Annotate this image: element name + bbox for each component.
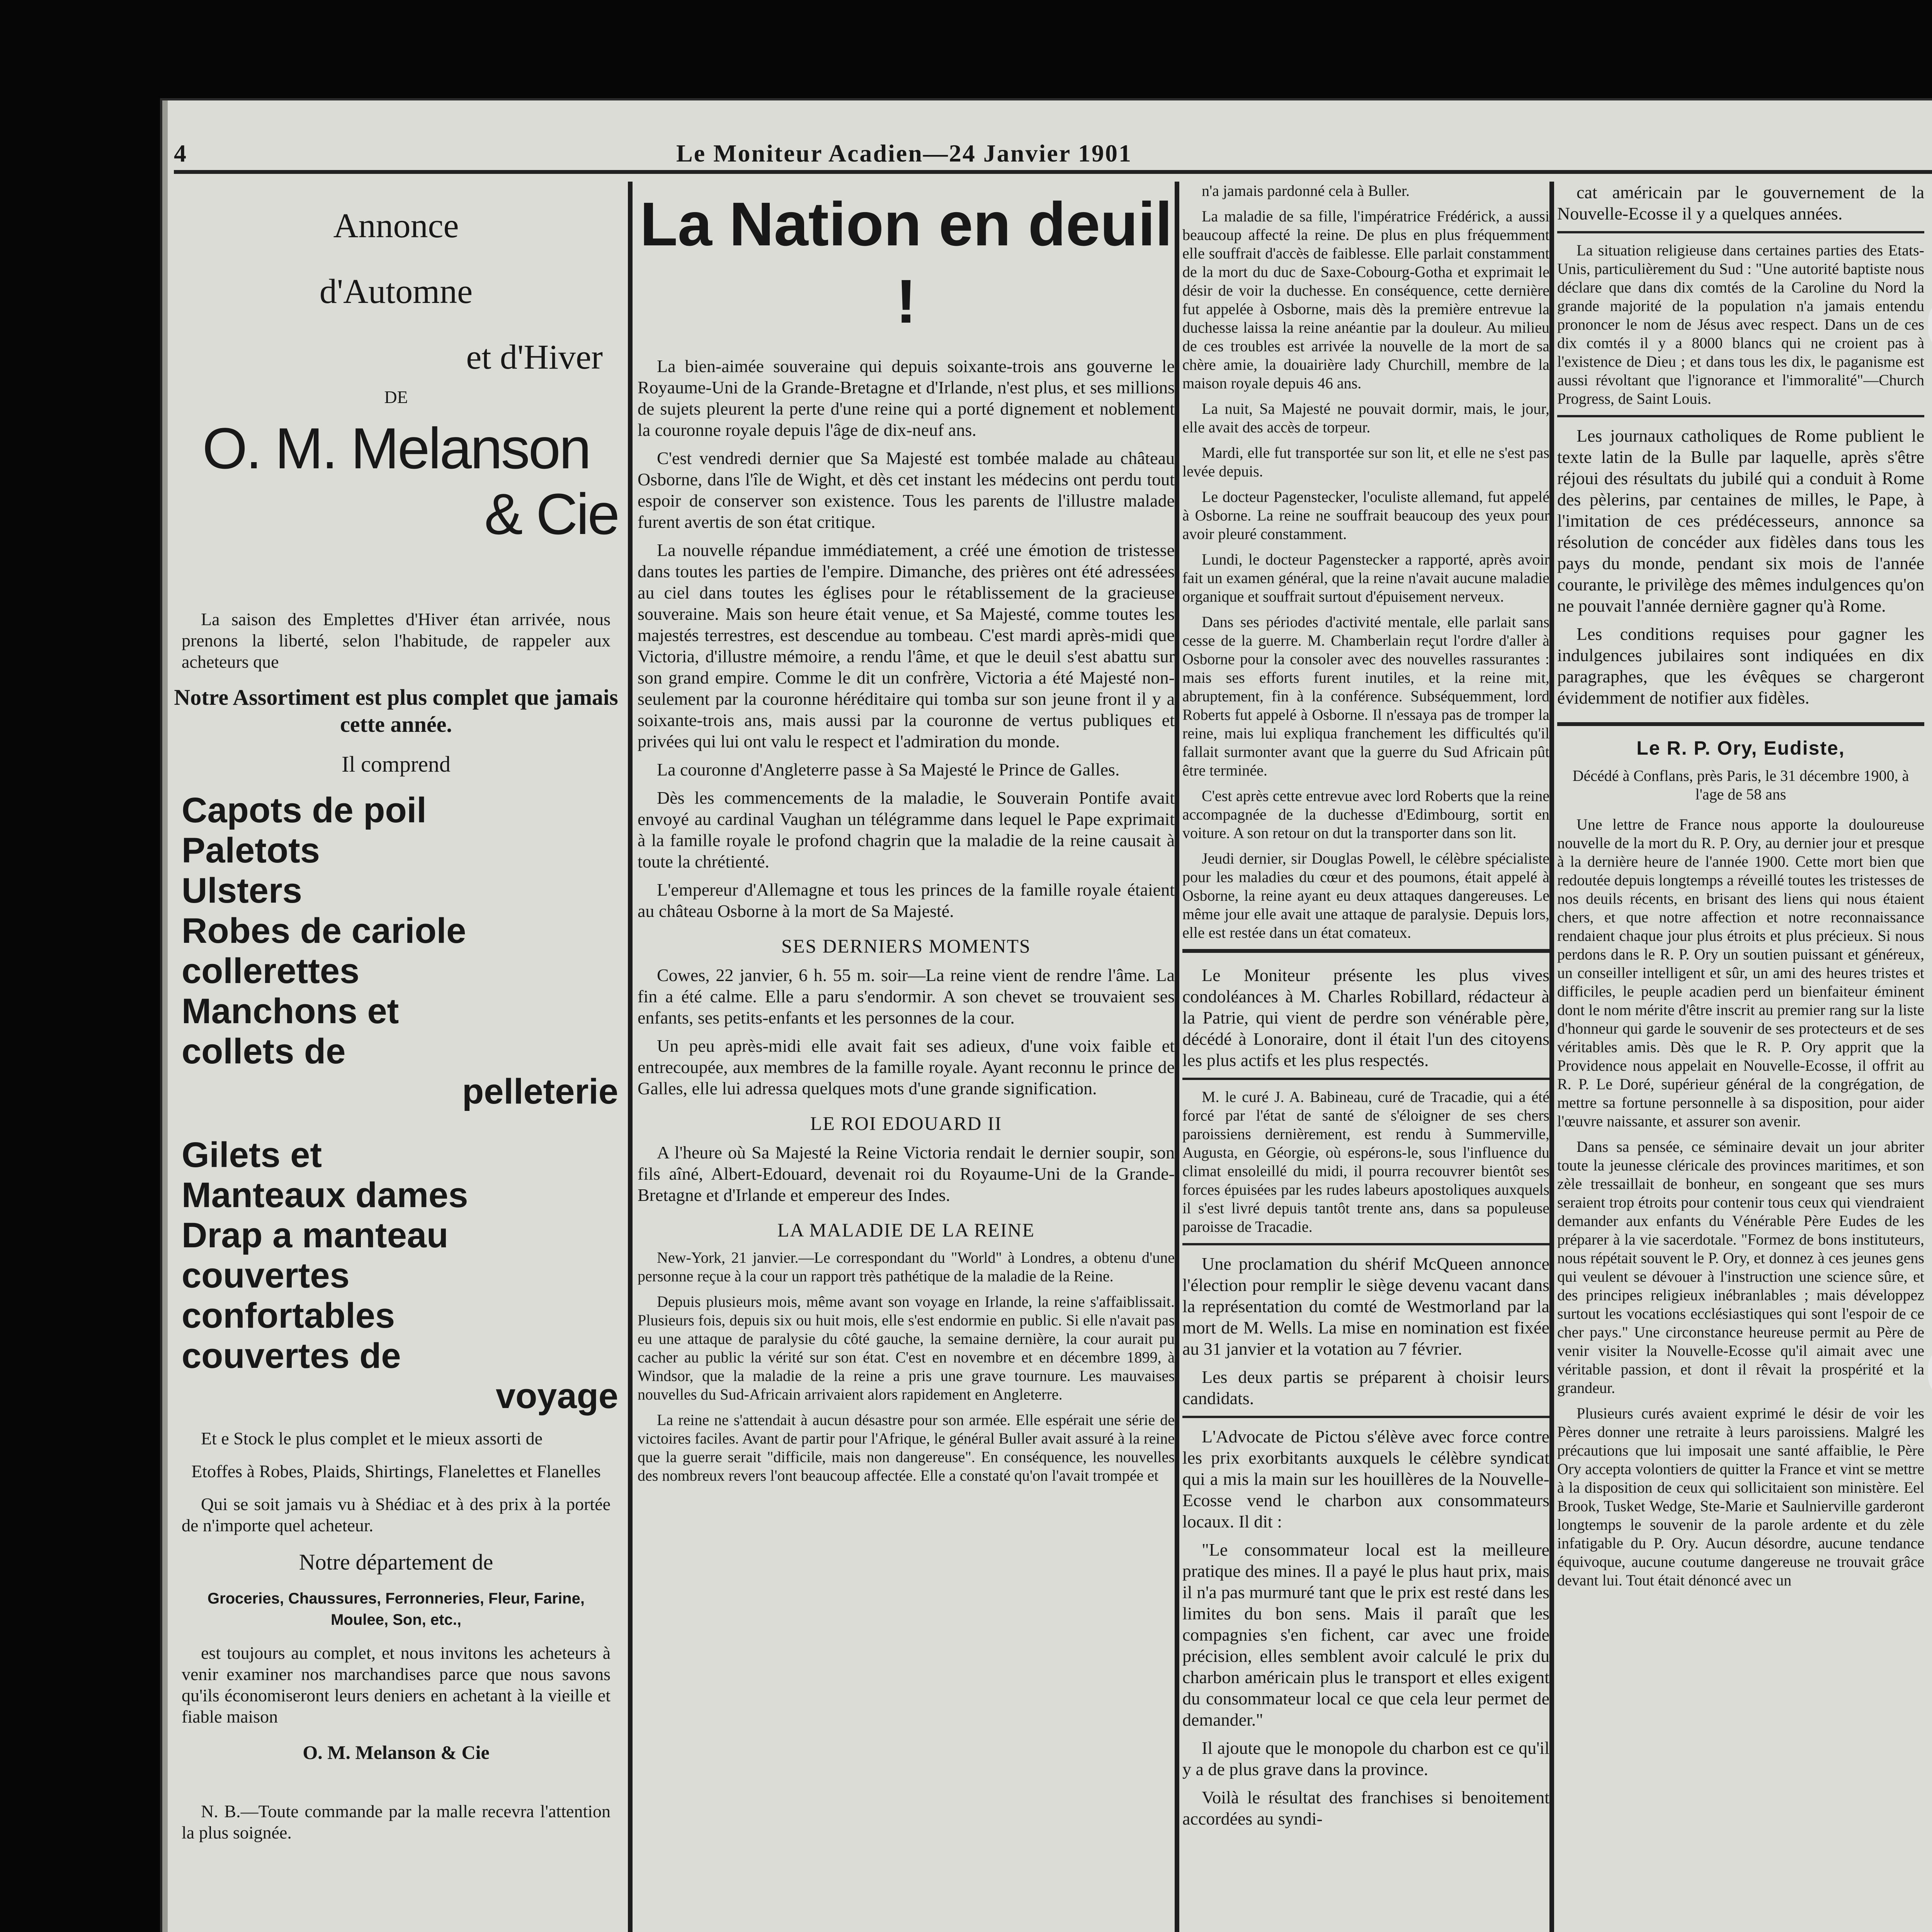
ad-item: couvertes de <box>182 1336 401 1376</box>
col3-p9: Jeudi dernier, sir Douglas Powell, le célèbre spécialiste pour les maladies du cœur et des poumons, était appelé à Osborne, la reine ayant eu deux attaques dangereuses. Le même jour elle avait une attaque de paralysie. Depuis lors, elle est restée dans un état comateux. <box>1182 850 1549 941</box>
ad-comprend: Il comprend <box>342 752 451 777</box>
nation-p3: La nouvelle répandue immédiatement, a créé une émotion de tristesse dans toutes les parties de l'empire. Dimanche, des prières ont été adressées au ciel dans toutes les églises pour le rétablissement de la gracieuse souveraine. Mais son heure était venue, et Sa Majesté, comme toutes les majestés terrestres, est descendue au tombeau. C'est mardi après-midi que Victoria, d'illustre mémoire, a rendu l'âme, et que le deuil s'est abattu sur son grand empire. Comme le dit un confrère, Victoria a été Majesté non-seulement par la couronne héréditaire qui tomba sur son jeune front il y a soixante-trois ans, mais aussi par la couronne de vertus publiques et privées qui lui ont valu le respect et l'admiration du monde. <box>638 540 1175 751</box>
masthead-title: Le Moniteur Acadien—24 Janvier 1901 <box>676 139 1132 167</box>
ad-fabrics: Etoffes à Robes, Plaids, Shirtings, Flanelettes et Flanelles <box>191 1461 601 1481</box>
heading-roi-edouard: LE ROI EDOUARD II <box>810 1112 1002 1134</box>
heading-derniers-moments: SES DERNIERS MOMENTS <box>781 935 1031 957</box>
col3-p6: Lundi, le docteur Pagenstecker a rapporté, après avoir fait un examen général, que la reine n'avait aucune maladie organique et souffrait surtout d'épuisement nerveux. <box>1182 551 1549 605</box>
column-rule-3 <box>1549 182 1554 1932</box>
nation-p6: L'empereur d'Allemagne et tous les princes de la famille royale étaient au château Osborne à la mort de Sa Majesté. <box>638 880 1175 921</box>
ad-heading-3: et d'Hiver <box>466 338 603 376</box>
col4-p1: cat américain par le gouvernement de la Nouvelle-Ecosse il y a quelques années. <box>1557 182 1924 223</box>
nation-p9: A l'heure où Sa Majesté la Reine Victoria rendait le dernier soupir, son fils aîné, Albert-Edouard, devenait roi du Royaume-Uni de la Grande-Bretagne et d'Irlande et empereur des Indes. <box>638 1143 1175 1205</box>
col3-p7: Dans ses périodes d'activité mentale, elle parlait sans cesse de la guerre. M. Chamberlain reçut l'ordre d'aller à Osborne pour la consoler avec des nouvelles rassurantes : mais ses efforts furent inutiles, et la reine mit, abruptement, fin à la conférence. Subséquemment, lord Roberts fut appelé à Osborne. Il n'essaya pas de tromper la reine, mais lui expliqua franchement les difficultés qu'il fallait surmonter avant que la guerre du Sud Africain pût être terminée. <box>1182 613 1549 779</box>
nation-p2: C'est vendredi dernier que Sa Majesté est tombée malade au château Osborne, dans l'île de Wight, et dès cet instant les médecins ont perdu tout espoir de conserver son existence. Tous les parents de l'illustre malade furent avertis de son état critique. <box>638 448 1175 532</box>
col3-p13: Les deux partis se préparent à choisir leurs candidats. <box>1182 1367 1549 1408</box>
nation-p5: Dès les commencements de la maladie, le Souverain Pontife avait envoyé au cardinal Vaughan un télégramme dans lequel le Pape exprimait à la famille royale le profond chagrin que la maladie de la reine causait à toute la chrétienté. <box>638 788 1175 871</box>
ad-invite: est toujours au complet, et nous invitons les acheteurs à venir examiner nos marchandises parce que nous savons qu'ils économiseront leurs deniers en achetant à la vieille et fiable maison <box>182 1643 611 1726</box>
page-number: 4 <box>174 139 186 167</box>
col4-p7: Plusieurs curés avaient exprimé le désir de voir les Pères donner une retraite à leurs paroissiens. Malgré les précautions que lui imposait une santé affaiblie, le Père Ory accepta volontiers de quitter la France et vint se mettre à la disposition de ceux qui sollicitaient son ministère. Eel Brook, Tusket Wedge, Ste-Marie et Saulnierville garderont longtemps le souvenir de la parole ardente et du zèle infatigable du P. Ory. Aucun désordre, aucune tendance équivoque, aucune coutume dangereuse ne trouvait grâce devant lui. Tout était dénoncé avec un <box>1557 1405 1924 1589</box>
ory-subtitle: Décédé à Conflans, près Paris, le 31 décembre 1900, à l'age de 58 ans <box>1572 767 1909 803</box>
ad-item: Robes de cariole <box>182 911 466 951</box>
nation-p1: La bien-aimée souveraine qui depuis soixante-trois ans gouverne le Royaume-Uni de la Grande-Bretagne et d'Irlande, n'est plus, et ses millions de sujets pleurent la perte d'une reine qui a porté dignement et noblement la couronne royale depuis l'âge de dix-neuf ans. <box>638 356 1175 440</box>
ad-item: Manteaux dames <box>182 1175 468 1215</box>
ad-firm-name: O. M. Melanson <box>202 416 590 481</box>
ad-de: DE <box>384 387 408 407</box>
col4-p4: Les conditions requises pour gagner les indulgences jubilaires sont indiquées en dix paragraphes, que les évêques se chargeront évidemment de notifier aux fidèles. <box>1557 624 1924 707</box>
col3-p3: La nuit, Sa Majesté ne pouvait dormir, mais, le jour, elle avait des accès de torpeur. <box>1182 400 1549 436</box>
ad-item: Capots de poil <box>182 791 427 830</box>
headline: La Nation en deuil ! <box>640 189 1172 336</box>
col3-advocate: L'Advocate de Pictou s'élève avec force contre les prix exorbitants auxquels le célèbre syndicat qui a mis la main sur les houillères de la Nouvelle-Ecosse vend le charbon aux consommateurs locaux. Il dit : <box>1182 1416 1549 1532</box>
col3-babineau: M. le curé J. A. Babineau, curé de Tracadie, qui a été forcé par l'état de santé de s'éloigner de ses chers paroissiens dernièrement, est rendu à Summerville, Augusta, en Géorgie, où espérons-le, sous l'influence du climat ensoleillé du midi, il pourra recouvrer bientôt ses forces épuisées par les rudes labeurs apostoliques auxquels il s'est livré depuis tantôt trente ans, dans sa populeuse paroisse de Tracadie. <box>1182 1078 1549 1236</box>
melanson-advertisement <box>174 182 618 1932</box>
ad-dept: Notre département de <box>299 1549 493 1575</box>
col3-p17: Voilà le résultat des franchises si benoitement accordées au syndi- <box>1182 1787 1549 1828</box>
ad-heading-1: Annonce <box>333 207 459 245</box>
heading-maladie-reine: LA MALADIE DE LA REINE <box>777 1219 1035 1241</box>
nation-p8: Un peu après-midi elle avait fait ses adieux, d'une voix faible et entrecoupée, aux membres de la famille royale. Ayant reconnu le prince de Galles, elle lui adressa quelques mots d'une grande signification. <box>638 1036 1175 1098</box>
nation-p4: La couronne d'Angleterre passe à Sa Majesté le Prince de Galles. <box>657 760 1120 779</box>
ad-item: Manchons et <box>182 992 399 1031</box>
col4-p6: Dans sa pensée, ce séminaire devait un jour abriter toute la jeunesse cléricale des provinces maritimes, et son zèle tressaillait de bonheur, en songeant que ses murs seraient trop étroits pour contenir tous ceux qui viendraient demander aux enfants du Vénérable Père Eudes de les préparer à la vie sacerdotale. "Formez de bons instituteurs, nous répétait souvent le P. Ory, et donnez à ces jeunes gens qui veulent se dévouer à l'instruction une science sûre, et des principes religieux inébranlables ; mais développez surtout les vocations ecclésiastiques qui sont l'espoir de ce cher pays." Une circonstance heureuse permit au Père de venir visiter la Nouvelle-Ecosse qu'il aimait avec une véritable passion, et dont il rêvait la prospérité et la grandeur. <box>1557 1138 1924 1396</box>
col3-condoleances: Le Moniteur présente les plus vives condoléances à M. Charles Robillard, rédacteur à la Patrie, qui vient de perdre son vénérable père, décédé à Lonoraire, dont il était l'un des citoyens les plus actifs et les plus respectés. <box>1182 949 1549 1071</box>
ad-item: collets de <box>182 1032 346 1071</box>
ad-item: Drap a manteau <box>182 1216 449 1255</box>
col3-p16: Il ajoute que le monopole du charbon est ce qu'il y a de plus grave dans la province. <box>1182 1738 1549 1779</box>
ad-item-list <box>182 790 618 1416</box>
ad-firm-cie: & Cie <box>484 481 618 546</box>
nation-en-deuil-article <box>638 182 1175 1932</box>
column-rule-1 <box>628 182 633 1932</box>
ad-nb: N. B.—Toute commande par la malle recevra l'attention la plus soignée. <box>182 1801 611 1842</box>
col3-proclamation: Une proclamation du shérif McQueen annonce l'élection pour remplir le siège devenu vacant dans la représentation du comté de Westmorland par la mort de M. Wells. La mise en nomination est fixée au 31 janvier et la votation au 7 février. <box>1182 1243 1549 1359</box>
col3-p1: n'a jamais pardonné cela à Buller. <box>1202 182 1410 199</box>
col4-p2: La situation religieuse dans certaines parties des Etats-Unis, particulièrement du Sud : "Une autorité baptiste nous déclare que dans dix comtés de la Caroline du Nord la grande majorité de la population n'a jamais entendu prononcer le nom de Jésus avec respect. Dans un de ces dix comtés il y a 8000 blancs qui ne croient pas à l'existence de Dieu ; et dans tous les dix, le paganisme est aussi révoltant que l'ignorance et l'immoralité"—Church Progress, de Saint Louis. <box>1557 231 1924 408</box>
nation-p12: La reine ne s'attendait à aucun désastre pour son armée. Elle espérait une série de victoires faciles. Avant de partir pour l'Afrique, le général Buller avait assuré à la reine que la guerre serait "difficile, mais non dangereuse". En conséquence, les nouvelles des nombreux revers l'ont beaucoup affectée. Elle a constaté qu'on l'avait trompée et <box>638 1411 1175 1484</box>
col4-p3: Les journaux catholiques de Rome publient le texte latin de la Bulle par laquelle, après s'être réjoui des résultats du jubilé qui a conduit à Rome des pèlerins, par centaines de milles, le Pape, à l'imitation de ces prédécesseurs, annonce sa résolution de concéder aux fidèles dans tous les pays du monde, pendant six mois de l'année courante, le privilège des mêmes indulgences qu'on ne pouvait l'année dernière gagner qu'à Rome. <box>1557 415 1924 616</box>
column-rule-2 <box>1175 182 1179 1932</box>
ad-item: Paletots <box>182 831 320 870</box>
ad-buyer: Qui se soit jamais vu à Shédiac et à des prix à la portée de n'importe quel acheteur. <box>182 1494 611 1535</box>
ad-heading-2: d'Automne <box>319 272 473 311</box>
ad-item: collerettes <box>182 951 360 991</box>
ad-assortment: Notre Assortiment est plus complet que jamais cette année. <box>174 685 618 737</box>
col4-p5: Une lettre de France nous apporte la douloureuse nouvelle de la mort du R. P. Ory, au dernier jour et presque à la dernière heure de l'année 1900. Cette mort bien que redoutée depuis longtemps a réveillé toutes les tristesses de nos deuils récents, en brisant des liens qui nous étaient chers, et que notre affection et notre reconnaissance rendaient chaque jour plus étroits et plus précieux. Si nous perdons dans le R. P. Ory un soutien puissant et généreux, un conseiller intelligent et sûr, un ami des heures tristes et difficiles, le peuple acadien perd un bienfaiteur éminent dont le nom mérite d'être inscrit au premier rang sur la liste d'honneur qui garde le souvenir de ses protecteurs et de ses véritables amis. Dès que le R. P. Ory apprit que la Providence nous appelait en Nouvelle-Ecosse, il offrit au R. P. Le Doré, supérieur général de la congrégation, de mettre sa fortune personnelle à sa disposition, pour aider l'œuvre naissante, et assurer son avenir. <box>1557 816 1924 1130</box>
ad-item: couvertes <box>182 1256 350 1295</box>
col3-p4: Mardi, elle fut transportée sur son lit, et elle ne s'est pas levée depuis. <box>1182 444 1549 480</box>
col3-p15: "Le consommateur local est la meilleure pratique des mines. Il a payé le plus haut prix, mais il n'a pas murmuré tant que le prix est resté dans les limites du bon sens. Mais il paraît que les compagnies s'en fichent, car avec une froide précision, elles semblent avoir calculé le prix du charbon américain plus le transport et elles exigent du consommateur local ce que cela leur permet de demander." <box>1182 1540 1549 1730</box>
column-4 <box>1557 182 1924 1932</box>
nation-p7: Cowes, 22 janvier, 6 h. 55 m. soir—La reine vient de rendre l'âme. La fin a été calme. Elle a paru s'endormir. A son chevet se trouvaient ses enfants, ses petits-enfants et les personnes de la cour. <box>638 965 1175 1027</box>
heading-ory: Le R. P. Ory, Eudiste, <box>1557 722 1924 759</box>
ad-item: confortables <box>182 1296 395 1335</box>
col3-p2: La maladie de sa fille, l'impératrice Frédérick, a aussi beaucoup affecté la reine. De plus en plus fréquemment elle souffrait d'accès de faiblesse. Elle parlait constamment de la mort du duc de Saxe-Cobourg-Gotha et exprimait le désir de voir la duchesse. En conséquence, cette dernière fut appelée à Osborne, mais dès la première entrevue la duchesse laissa la reine anéantie par la douleur. Au milieu de ces troubles est arrivée la nouvelle de la mort de sa chère amie, la douairière lady Churchill, membre de la maison royale depuis 46 ans. <box>1182 207 1549 392</box>
column-3 <box>1182 182 1549 1932</box>
ad-item: pelleterie <box>462 1072 618 1111</box>
nation-p11: Depuis plusieurs mois, même avant son voyage en Irlande, la reine s'affaiblissait. Plusieurs fois, depuis six ou huit mois, elle s'est endormie en public. Si elle n'avait pas eu une attaque de paralysie du côté gauche, la semaine dernière, la cour aurait pu cacher au public la vérité sur son état. C'est en novembre et en décembre 1899, à Windsor, que la maladie de la reine a pris une grave tournure. Les mauvaises nouvelles du Sud-Africain arrivaient alors rapidement en Angleterre. <box>638 1293 1175 1403</box>
ad-item: voyage <box>495 1376 618 1416</box>
ad-stock: Et e Stock le plus complet et le mieux assorti de <box>201 1429 543 1448</box>
col3-p8: C'est après cette entrevue avec lord Roberts que la reine accompagnée de la duchesse d'Edimbourg, sortit en voiture. A son retour on dut la transporter dans son lit. <box>1182 787 1549 842</box>
ad-signature: O. M. Melanson & Cie <box>303 1742 490 1763</box>
ad-item: Ulsters <box>182 871 302 910</box>
ad-dept-items: Groceries, Chaussures, Ferronneries, Fleur, Farine, Moulee, Son, etc., <box>207 1590 585 1628</box>
ad-intro: La saison des Emplettes d'Hiver étan arrivée, nous prenons la liberté, selon l'habitude, de rappeler aux acheteurs que <box>182 609 611 672</box>
nation-p10: New-York, 21 janvier.—Le correspondant du "World" à Londres, a obtenu d'une personne reçue à la cour un rapport très pathétique de la maladie de la Reine. <box>638 1249 1175 1285</box>
header-rule <box>174 170 1932 174</box>
col3-p5: Le docteur Pagenstecker, l'oculiste allemand, fut appelé à Osborne. La reine ne souffrait beaucoup des yeux pour avoir pleuré constamment. <box>1182 488 1549 543</box>
ad-item: Gilets et <box>182 1135 322 1175</box>
